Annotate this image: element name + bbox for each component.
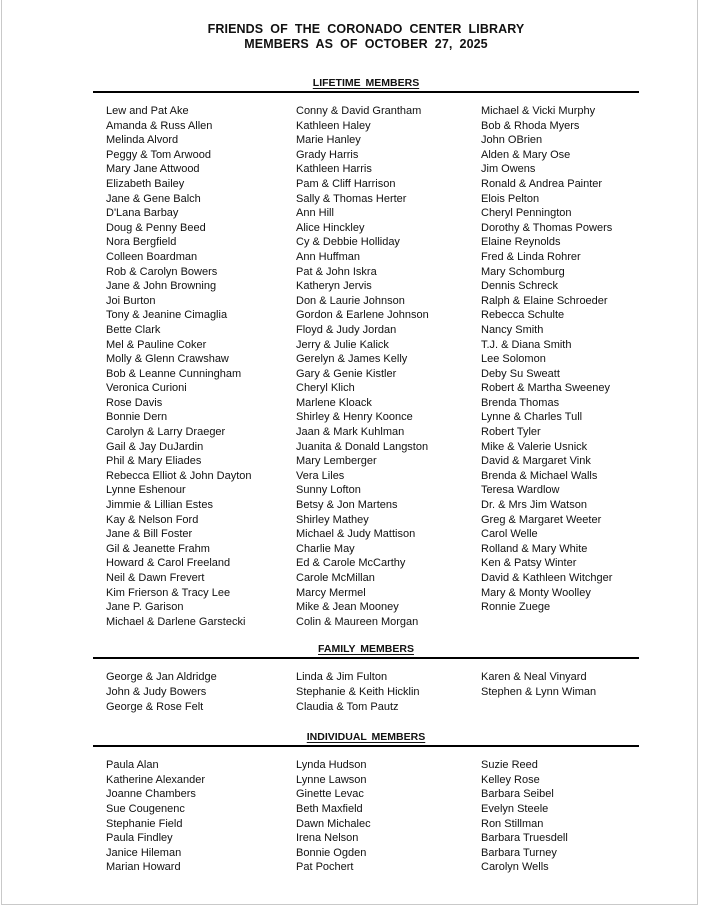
member-name: Elizabeth Bailey — [106, 177, 185, 190]
member-column — [296, 670, 481, 714]
member-name: Lynne Eshenour — [106, 484, 186, 497]
member-name: Janice Hileman — [106, 846, 182, 859]
member-name: Alice Hinckley — [296, 221, 365, 234]
member-name: Katheryn Jervis — [296, 280, 372, 293]
member-section — [93, 644, 639, 714]
member-name: Jerry & Julie Kalick — [296, 338, 389, 351]
member-name: Robert Tyler — [481, 426, 541, 439]
section-columns — [93, 758, 639, 875]
member-name: John OBrien — [481, 134, 543, 147]
member-name: Kay & Nelson Ford — [106, 513, 199, 526]
member-name: Shirley Mathey — [296, 513, 369, 526]
member-name: Sue Cougenenc — [106, 802, 185, 815]
member-name: Barbara Seibel — [481, 788, 554, 801]
member-name: Rob & Carolyn Bowers — [106, 265, 218, 278]
member-name: T.J. & Diana Smith — [481, 338, 572, 351]
member-name: Veronica Curioni — [106, 382, 187, 395]
member-name: Sunny Lofton — [296, 484, 361, 497]
member-name: Melinda Alvord — [106, 134, 179, 147]
member-name: Stephanie Field — [106, 817, 183, 830]
member-column — [481, 104, 639, 629]
member-column — [106, 104, 296, 629]
member-name: Beth Maxfield — [296, 802, 363, 815]
member-name: Lee Solomon — [481, 353, 546, 366]
member-name: Peggy & Tom Arwood — [106, 148, 211, 161]
member-name: Katherine Alexander — [106, 773, 206, 786]
member-name: Rebecca Schulte — [481, 309, 565, 322]
member-name: Paula Findley — [106, 832, 173, 845]
member-name: Lynda Hudson — [296, 759, 367, 772]
member-name: Teresa Wardlow — [481, 484, 560, 497]
section-header — [93, 732, 639, 743]
member-name: Lynne & Charles Tull — [481, 411, 583, 424]
member-name: Conny & David Grantham — [296, 105, 422, 117]
member-name: Bob & Leanne Cunningham — [106, 367, 242, 380]
member-name: Carolyn & Larry Draeger — [106, 426, 226, 439]
member-name: Dr. & Mrs Jim Watson — [481, 499, 587, 512]
member-name: Tony & Jeanine Cimaglia — [106, 309, 228, 322]
member-name: Ann Huffman — [296, 250, 361, 263]
section-heading: INDIVIDUAL MEMBERS — [306, 731, 426, 744]
member-name: Ron Stillman — [481, 817, 544, 830]
member-column — [106, 670, 296, 714]
member-column — [296, 758, 481, 875]
member-section — [93, 78, 639, 629]
member-name: Bette Clark — [106, 323, 161, 336]
member-name: Suzie Reed — [481, 759, 538, 772]
member-name: Pam & Cliff Harrison — [296, 177, 396, 190]
member-column — [296, 104, 481, 629]
member-name: Jim Owens — [481, 163, 536, 176]
member-name: Greg & Margaret Weeter — [481, 513, 602, 526]
member-name: Charlie May — [296, 542, 355, 555]
member-name: Fred & Linda Rohrer — [481, 250, 581, 263]
member-name: Bonnie Ogden — [296, 846, 367, 859]
member-name: Gerelyn & James Kelly — [296, 353, 408, 366]
member-name: Juanita & Donald Langston — [296, 440, 429, 453]
member-name: Nancy Smith — [481, 323, 544, 336]
member-name: Ronald & Andrea Painter — [481, 177, 603, 190]
member-name: Joanne Chambers — [106, 788, 196, 801]
member-name: David & Kathleen Witchger — [481, 572, 613, 584]
member-name: Dawn Michalec — [296, 817, 371, 830]
member-name: Jane & Bill Foster — [106, 528, 193, 541]
member-name: Marlene Kloack — [296, 396, 372, 409]
member-column — [106, 758, 296, 875]
member-name: Cy & Debbie Holliday — [296, 236, 400, 249]
member-name: George & Rose Felt — [106, 700, 204, 713]
section-heading: LIFETIME MEMBERS — [312, 77, 420, 89]
member-name: Ann Hill — [296, 207, 334, 220]
member-name: Mike & Jean Mooney — [296, 601, 399, 614]
member-name: Gil & Jeanette Frahm — [106, 542, 210, 555]
member-name: Ralph & Elaine Schroeder — [481, 294, 608, 307]
member-name: Carole McMillan — [296, 572, 375, 584]
member-name: Karen & Neal Vinyard — [481, 671, 587, 684]
member-name: Paula Alan — [106, 759, 159, 772]
member-name: Lynne Lawson — [296, 773, 367, 786]
member-name: Marie Hanley — [296, 134, 361, 147]
member-name: Barbara Truesdell — [481, 832, 568, 845]
section-divider-rule — [93, 657, 639, 659]
section-heading: FAMILY MEMBERS — [318, 643, 414, 656]
member-name: Alden & Mary Ose — [481, 148, 571, 161]
member-name: Gordon & Earlene Johnson — [296, 309, 429, 322]
page-sheet — [1, 0, 698, 905]
member-name: Molly & Glenn Crawshaw — [106, 353, 229, 366]
member-name: Jimmie & Lillian Estes — [106, 499, 213, 512]
member-name: Bonnie Dern — [106, 411, 168, 424]
document-title-line1: FRIENDS OF THE CORONADO CENTER LIBRARY — [207, 22, 525, 36]
member-name: Phil & Mary Eliades — [106, 455, 202, 468]
member-name: Elaine Reynolds — [481, 236, 561, 249]
member-column — [481, 670, 639, 714]
member-name: Ken & Patsy Winter — [481, 557, 577, 570]
member-name: Nora Bergfield — [106, 236, 177, 249]
member-name: Amanda & Russ Allen — [106, 119, 213, 132]
member-name: Colin & Maureen Morgan — [296, 615, 419, 628]
member-name: Mary Jane Attwood — [106, 163, 200, 176]
sections — [93, 78, 639, 875]
member-name: Ed & Carole McCarthy — [296, 557, 406, 570]
member-name: Kathleen Harris — [296, 163, 372, 176]
member-name: Robert & Martha Sweeney — [481, 382, 611, 395]
member-name: Rose Davis — [106, 396, 163, 409]
member-name: Claudia & Tom Pautz — [296, 700, 399, 713]
member-name: Michael & Judy Mattison — [296, 528, 416, 541]
member-name: Betsy & Jon Martens — [296, 499, 398, 512]
member-name: Doug & Penny Beed — [106, 221, 206, 234]
member-name: Gail & Jay DuJardin — [106, 440, 204, 453]
member-name: Carol Welle — [481, 528, 538, 541]
member-name: Rolland & Mary White — [481, 542, 588, 555]
member-name: Stephen & Lynn Wiman — [481, 685, 597, 698]
member-name: John & Judy Bowers — [106, 685, 207, 698]
member-name: Marcy Mermel — [296, 586, 366, 599]
member-name: Michael & Vicki Murphy — [481, 105, 596, 117]
member-name: Dennis Schreck — [481, 280, 559, 293]
document-title — [93, 0, 639, 52]
member-name: Kathleen Haley — [296, 119, 371, 132]
section-header — [93, 78, 639, 89]
member-name: Ginette Levac — [296, 788, 364, 801]
member-name: Mary Lemberger — [296, 455, 377, 468]
member-name: Michael & Darlene Garstecki — [106, 615, 246, 628]
member-name: Vera Liles — [296, 469, 345, 482]
member-name: Stephanie & Keith Hicklin — [296, 685, 420, 698]
member-name: Floyd & Judy Jordan — [296, 323, 397, 336]
member-name: Jane P. Garison — [106, 601, 184, 614]
member-name: Elois Pelton — [481, 192, 540, 205]
member-name: Brenda Thomas — [481, 396, 560, 409]
document-title-line2: MEMBERS AS OF OCTOBER 27, 2025 — [244, 37, 488, 51]
member-name: Dorothy & Thomas Powers — [481, 221, 613, 234]
member-name: Kelley Rose — [481, 773, 540, 786]
member-name: Cheryl Klich — [296, 382, 355, 395]
member-name: Linda & Jim Fulton — [296, 671, 388, 684]
member-name: Jane & Gene Balch — [106, 192, 201, 205]
member-name: Mel & Pauline Coker — [106, 338, 207, 351]
member-name: D'Lana Barbay — [106, 207, 179, 220]
member-name: Don & Laurie Johnson — [296, 294, 405, 307]
member-name: Mike & Valerie Usnick — [481, 440, 588, 453]
member-name: Jaan & Mark Kuhlman — [296, 426, 405, 439]
member-name: Irena Nelson — [296, 832, 359, 845]
member-name: Pat Pochert — [296, 861, 354, 874]
member-name: Ronnie Zuege — [481, 601, 551, 614]
member-name: Gary & Genie Kistler — [296, 367, 397, 380]
member-name: Kim Frierson & Tracy Lee — [106, 586, 231, 599]
member-name: Neil & Dawn Frevert — [106, 572, 205, 584]
page-content — [93, 0, 639, 875]
member-name: Pat & John Iskra — [296, 265, 377, 278]
member-column — [481, 758, 639, 875]
member-name: Grady Harris — [296, 148, 359, 161]
member-name: Jane & John Browning — [106, 280, 217, 293]
member-name: Mary Schomburg — [481, 265, 565, 278]
section-columns — [93, 104, 639, 629]
member-name: David & Margaret Vink — [481, 455, 591, 468]
member-name: Barbara Turney — [481, 846, 557, 859]
member-name: George & Jan Aldridge — [106, 671, 217, 684]
member-name: Lew and Pat Ake — [106, 105, 189, 117]
member-name: Joi Burton — [106, 294, 156, 307]
section-divider-rule — [93, 91, 639, 93]
member-name: Carolyn Wells — [481, 861, 549, 874]
member-name: Colleen Boardman — [106, 250, 198, 263]
member-name: Howard & Carol Freeland — [106, 557, 231, 570]
member-section — [93, 732, 639, 875]
member-name: Deby Su Sweatt — [481, 367, 560, 380]
member-name: Rebecca Elliot & John Dayton — [106, 469, 252, 482]
member-name: Brenda & Michael Walls — [481, 469, 598, 482]
section-columns — [93, 670, 639, 714]
member-name: Bob & Rhoda Myers — [481, 119, 580, 132]
member-name: Sally & Thomas Herter — [296, 192, 407, 205]
member-name: Shirley & Henry Koonce — [296, 411, 413, 424]
section-divider-rule — [93, 745, 639, 747]
member-name: Evelyn Steele — [481, 802, 549, 815]
member-name: Cheryl Pennington — [481, 207, 572, 220]
member-name: Mary & Monty Woolley — [481, 586, 591, 599]
section-header — [93, 644, 639, 655]
member-name: Marian Howard — [106, 861, 181, 874]
